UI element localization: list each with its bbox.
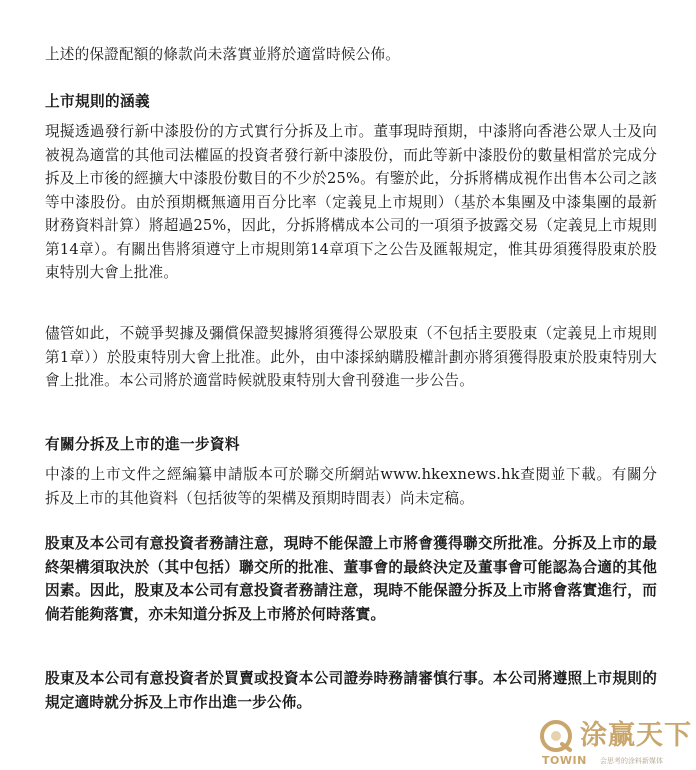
towin-logo-icon [536,718,580,754]
towin-watermark [536,718,696,770]
watermark-brand-cn: 涂赢天下 [580,720,692,751]
caution-paragraph-2: 股東及本公司有意投資者於買賣或投資本公司證券時務請審慎行事。本公司將遵照上市規則的規定適時就分拆及上市作出進一步公佈。 [45,670,657,711]
heading-listing-rules: 上市規則的涵義 [45,93,150,110]
caution-paragraph-1: 股東及本公司有意投資者務請注意，現時不能保證上市將會獲得聯交所批准。分拆及上市的最終架構須取決於（其中包括）聯交所的批准、董事會的最終決定及董事會可能認為合適的其他因素。因此，股東及本公司有意投資者務請注意，現時不能保證分拆及上市將會落實進行，而倘若能夠落實，亦未知道分拆及上市將於何時落實。 [45,535,657,623]
further-info-paragraph: 中漆的上市文件之經編纂申請版本可於聯交所網站www.hkexnews.hk查閱並下載。有關分拆及上市的其他資料（包括彼等的架構及預期時間表）尚未定稿。 [45,466,657,507]
listing-rules-paragraph: 現擬透過發行新中漆股份的方式實行分拆及上市。董事現時預期，中漆將向香港公眾人士及向被視為適當的其他司法權區的投資者發行新中漆股份，而此等新中漆股份的數量相當於完成分拆及上市後的經擴大中漆股份數目的不少於25%。有鑒於此，分拆將構成視作出售本公司之該等中漆股份。由於預期概無適用百分比率（定義見上市規則）（基於本集團及中漆集團的最新財務資料計算）將超過25%，因此，分拆將構成本公司的一項須予披露交易（定義見上市規則第14章）。有關出售將須遵守上市規則第14章項下之公告及匯報規定，惟其毋須獲得股東於股東特別大會上批准。 [45,123,657,281]
intro-paragraph: 上述的保證配額的條款尚未落實並將於適當時候公佈。 [45,46,401,63]
notwithstanding-paragraph: 儘管如此，不競爭契據及彌償保證契據將須獲得公眾股東（不包括主要股東（定義見上市規則第1章））於股東特別大會上批准。此外，由中漆採納購股權計劃亦將須獲得股東於股東特別大會上批准。本公司將於適當時候就股東特別大會刊發進一步公告。 [45,325,657,389]
watermark-brand-en: TOWIN [542,754,587,767]
heading-further-info: 有關分拆及上市的進一步資料 [45,436,240,453]
watermark-tagline: 会思考的涂料新媒体 [600,757,663,765]
